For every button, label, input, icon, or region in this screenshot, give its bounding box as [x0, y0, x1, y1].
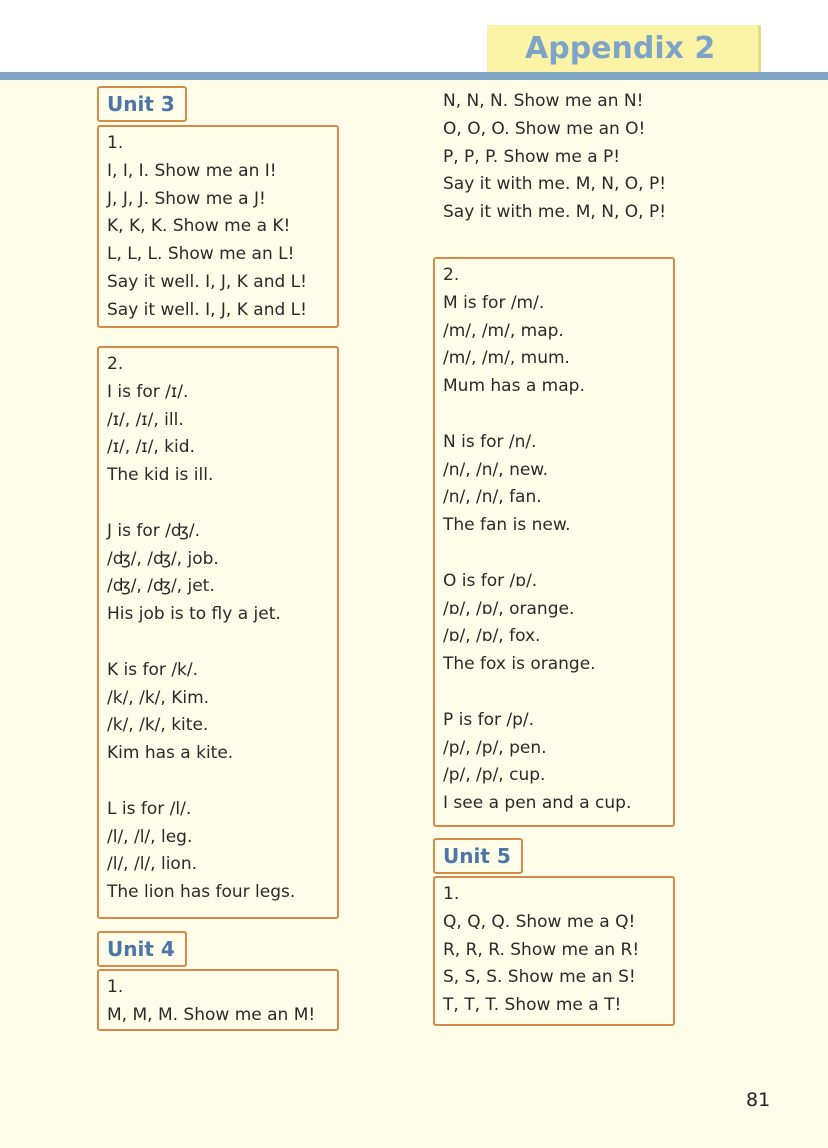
text-line: N, N, N. Show me an N!: [443, 91, 644, 111]
text-line: N is for /n/.: [443, 431, 537, 452]
text-line: Say it well. I, J, K and L!: [107, 271, 307, 292]
text-line: /n/, /n/, fan.: [443, 487, 542, 508]
text-line: L, L, L. Show me an L!: [107, 244, 295, 265]
text-line: /ʤ/, /ʤ/, job.: [107, 548, 219, 569]
text-line: J, J, J. Show me a J!: [107, 188, 266, 209]
unit-5-label: Unit 5: [433, 838, 523, 874]
text-line: I is for /ɪ/.: [107, 381, 189, 402]
text-line: /ɒ/, /ɒ/, orange.: [443, 598, 575, 619]
text-line: /l/, /l/, leg.: [107, 826, 193, 847]
unit-3-chant-box: [97, 125, 339, 328]
unit-4-chant-continued: [435, 88, 666, 227]
text-line: I see a pen and a cup.: [443, 793, 632, 814]
unit-4-label: Unit 4: [97, 931, 187, 967]
text-line: Say it with me. M, N, O, P!: [443, 174, 667, 195]
text-line: /n/, /n/, new.: [443, 459, 549, 480]
text-line: Say it well. I, J, K and L!: [107, 299, 307, 320]
text-line: 1.: [443, 884, 460, 904]
text-line: /ɒ/, /ɒ/, fox.: [443, 626, 541, 647]
text-line: /l/, /l/, lion.: [107, 854, 197, 875]
text-line: S, S, S. Show me an S!: [443, 967, 636, 988]
text-line: P is for /p/.: [443, 709, 535, 730]
text-line: R, R, R. Show me an R!: [443, 939, 640, 960]
text-line: I, I, I. Show me an I!: [107, 160, 277, 181]
text-line: /p/, /p/, cup.: [443, 765, 546, 786]
text-line: /k/, /k/, kite.: [107, 715, 209, 736]
text-line: T, T, T. Show me a T!: [443, 995, 622, 1016]
text-line: J is for /ʤ/.: [107, 520, 201, 541]
unit-4-phonics-box: [433, 257, 675, 827]
text-line: /ɪ/, /ɪ/, ill.: [107, 409, 184, 430]
text-line: The fan is new.: [443, 515, 571, 536]
text-line: /ɪ/, /ɪ/, kid.: [107, 437, 195, 458]
text-line: Kim has a kite.: [107, 743, 234, 764]
unit-4-chant-box: [97, 969, 339, 1031]
header-rule: [0, 72, 828, 80]
text-line: /ʤ/, /ʤ/, jet.: [107, 576, 215, 597]
text-line: 2.: [107, 354, 124, 374]
text-line: The lion has four legs.: [107, 882, 296, 903]
text-line: M, M, M. Show me an M!: [107, 1004, 316, 1025]
text-line: P, P, P. Show me a P!: [443, 146, 621, 167]
appendix-title: Appendix 2: [487, 25, 761, 72]
text-line: /k/, /k/, Kim.: [107, 687, 210, 708]
text-line: The kid is ill.: [107, 465, 214, 486]
text-line: The fox is orange.: [443, 654, 596, 675]
text-line: 2.: [443, 265, 460, 285]
unit-3-label: Unit 3: [97, 86, 187, 122]
text-line: His job is to fly a jet.: [107, 604, 281, 625]
text-line: K is for /k/.: [107, 659, 199, 680]
text-line: 1.: [107, 977, 124, 997]
unit-3-phonics-box: [97, 346, 339, 919]
text-line: /p/, /p/, pen.: [443, 737, 547, 758]
unit-5-chant-box: [433, 876, 675, 1026]
page-number: 81: [746, 1089, 771, 1111]
text-line: /m/, /m/, mum.: [443, 348, 570, 369]
text-line: K, K, K. Show me a K!: [107, 216, 291, 237]
text-line: Mum has a map.: [443, 376, 585, 397]
text-line: O, O, O. Show me an O!: [443, 118, 646, 139]
text-line: M is for /m/.: [443, 292, 545, 313]
text-line: Q, Q, Q. Show me a Q!: [443, 911, 636, 932]
text-line: 1.: [107, 133, 124, 153]
text-line: /m/, /m/, map.: [443, 320, 564, 341]
text-line: O is for /ɒ/.: [443, 570, 538, 591]
text-line: Say it with me. M, N, O, P!: [443, 202, 667, 223]
text-line: L is for /l/.: [107, 798, 192, 819]
